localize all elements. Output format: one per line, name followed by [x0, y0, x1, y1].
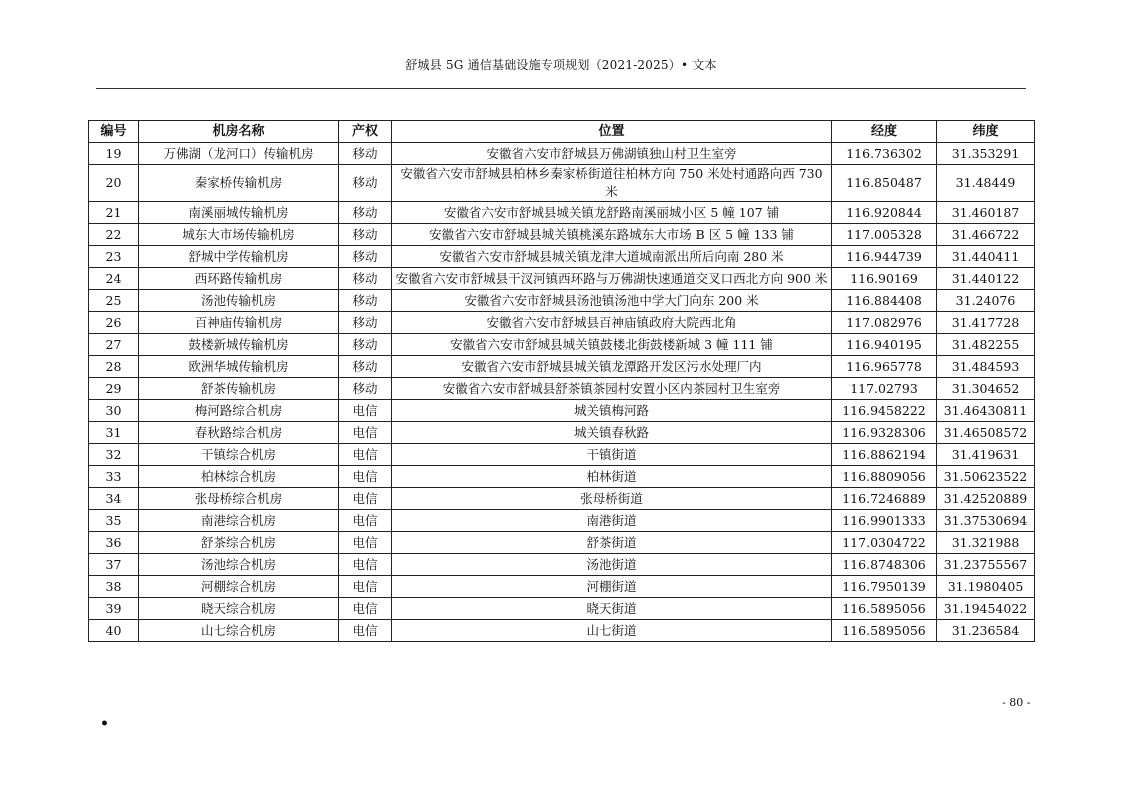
page-header-title: 舒城县 5G 通信基础设施专项规划（2021-2025）• 文本: [405, 58, 717, 72]
cell-location: 城关镇梅河路: [392, 400, 832, 422]
cell-latitude: 31.417728: [937, 312, 1035, 334]
cell-id: 40: [89, 620, 139, 642]
cell-id: 36: [89, 532, 139, 554]
cell-room-name: 张母桥综合机房: [139, 488, 339, 510]
cell-id: 31: [89, 422, 139, 444]
table-row: [89, 598, 1035, 620]
cell-room-name: 鼓楼新城传输机房: [139, 334, 339, 356]
cell-latitude: 31.50623522: [937, 466, 1035, 488]
cell-ownership: 电信: [339, 554, 392, 576]
cell-room-name: 晓天综合机房: [139, 598, 339, 620]
cell-latitude: 31.46508572: [937, 422, 1035, 444]
cell-latitude: 31.19454022: [937, 598, 1035, 620]
cell-latitude: 31.484593: [937, 356, 1035, 378]
cell-ownership: 电信: [339, 488, 392, 510]
cell-location: 安徽省六安市舒城县城关镇龙舒路南溪丽城小区 5 幢 107 铺: [392, 202, 832, 224]
column-header-location: 位置: [392, 121, 832, 143]
table-row: [89, 312, 1035, 334]
cell-ownership: 移动: [339, 378, 392, 400]
cell-longitude: 116.940195: [832, 334, 937, 356]
cell-room-name: 百神庙传输机房: [139, 312, 339, 334]
table-row: [89, 510, 1035, 532]
cell-ownership: 电信: [339, 510, 392, 532]
cell-room-name: 舒茶传输机房: [139, 378, 339, 400]
cell-longitude: 117.0304722: [832, 532, 937, 554]
cell-longitude: 116.850487: [832, 165, 937, 202]
cell-room-name: 河棚综合机房: [139, 576, 339, 598]
table-row: [89, 488, 1035, 510]
cell-ownership: 电信: [339, 400, 392, 422]
cell-latitude: 31.236584: [937, 620, 1035, 642]
cell-longitude: 116.965778: [832, 356, 937, 378]
cell-ownership: 移动: [339, 165, 392, 202]
cell-id: 24: [89, 268, 139, 290]
cell-latitude: 31.321988: [937, 532, 1035, 554]
table-row: [89, 378, 1035, 400]
cell-location: 安徽省六安市舒城县舒茶镇茶园村安置小区内茶园村卫生室旁: [392, 378, 832, 400]
cell-latitude: 31.24076: [937, 290, 1035, 312]
cell-id: 33: [89, 466, 139, 488]
column-header-ownership: 产权: [339, 121, 392, 143]
cell-id: 28: [89, 356, 139, 378]
cell-room-name: 欧洲华城传输机房: [139, 356, 339, 378]
cell-ownership: 移动: [339, 246, 392, 268]
page-number: - 80 -: [1002, 696, 1031, 709]
cell-longitude: 116.944739: [832, 246, 937, 268]
cell-room-name: 西环路传输机房: [139, 268, 339, 290]
table-row: [89, 620, 1035, 642]
cell-longitude: 116.9901333: [832, 510, 937, 532]
table-row: [89, 202, 1035, 224]
cell-location: 安徽省六安市舒城县万佛湖镇独山村卫生室旁: [392, 143, 832, 165]
cell-location: 山七街道: [392, 620, 832, 642]
table-row: [89, 422, 1035, 444]
cell-location: 安徽省六安市舒城县汤池镇汤池中学大门向东 200 米: [392, 290, 832, 312]
table-row: [89, 356, 1035, 378]
cell-ownership: 电信: [339, 576, 392, 598]
cell-location: 干镇街道: [392, 444, 832, 466]
cell-ownership: 移动: [339, 224, 392, 246]
table-header-row: [89, 121, 1035, 143]
cell-ownership: 电信: [339, 422, 392, 444]
table-row: [89, 290, 1035, 312]
column-header-id: 编号: [89, 121, 139, 143]
cell-id: 26: [89, 312, 139, 334]
table-row: [89, 400, 1035, 422]
header-divider: [96, 88, 1026, 89]
cell-location: 南港街道: [392, 510, 832, 532]
cell-latitude: 31.42520889: [937, 488, 1035, 510]
cell-longitude: 116.884408: [832, 290, 937, 312]
cell-ownership: 移动: [339, 356, 392, 378]
cell-id: 20: [89, 165, 139, 202]
cell-id: 38: [89, 576, 139, 598]
cell-longitude: 116.920844: [832, 202, 937, 224]
cell-ownership: 电信: [339, 598, 392, 620]
cell-room-name: 干镇综合机房: [139, 444, 339, 466]
equipment-room-table: [88, 120, 1035, 642]
cell-id: 35: [89, 510, 139, 532]
cell-location: 柏林街道: [392, 466, 832, 488]
cell-latitude: 31.37530694: [937, 510, 1035, 532]
column-header-longitude: 经度: [832, 121, 937, 143]
cell-room-name: 秦家桥传输机房: [139, 165, 339, 202]
cell-location: 安徽省六安市舒城县城关镇鼓楼北街鼓楼新城 3 幢 111 铺: [392, 334, 832, 356]
cell-id: 30: [89, 400, 139, 422]
cell-longitude: 116.5895056: [832, 598, 937, 620]
cell-latitude: 31.482255: [937, 334, 1035, 356]
cell-latitude: 31.460187: [937, 202, 1035, 224]
table-body: [89, 143, 1035, 642]
cell-room-name: 南港综合机房: [139, 510, 339, 532]
table-row: [89, 444, 1035, 466]
cell-ownership: 电信: [339, 466, 392, 488]
cell-room-name: 柏林综合机房: [139, 466, 339, 488]
cell-location: 安徽省六安市舒城县城关镇龙津大道城南派出所后向南 280 米: [392, 246, 832, 268]
cell-id: 19: [89, 143, 139, 165]
cell-longitude: 117.082976: [832, 312, 937, 334]
cell-id: 27: [89, 334, 139, 356]
table-row: [89, 246, 1035, 268]
cell-location: 安徽省六安市舒城县百神庙镇政府大院西北角: [392, 312, 832, 334]
cell-id: 22: [89, 224, 139, 246]
cell-ownership: 移动: [339, 312, 392, 334]
cell-latitude: 31.440122: [937, 268, 1035, 290]
cell-latitude: 31.304652: [937, 378, 1035, 400]
cell-latitude: 31.23755567: [937, 554, 1035, 576]
cell-room-name: 城东大市场传输机房: [139, 224, 339, 246]
bullet-mark: •: [100, 716, 109, 732]
cell-latitude: 31.466722: [937, 224, 1035, 246]
cell-room-name: 舒城中学传输机房: [139, 246, 339, 268]
cell-longitude: 116.8809056: [832, 466, 937, 488]
cell-location: 张母桥街道: [392, 488, 832, 510]
table-row: [89, 532, 1035, 554]
cell-latitude: 31.48449: [937, 165, 1035, 202]
cell-longitude: 116.9458222: [832, 400, 937, 422]
cell-room-name: 山七综合机房: [139, 620, 339, 642]
cell-id: 34: [89, 488, 139, 510]
cell-room-name: 舒茶综合机房: [139, 532, 339, 554]
cell-location: 安徽省六安市舒城县城关镇龙潭路开发区污水处理厂内: [392, 356, 832, 378]
cell-location: 安徽省六安市舒城县干汊河镇西环路与万佛湖快速通道交叉口西北方向 900 米: [392, 268, 832, 290]
cell-room-name: 汤池综合机房: [139, 554, 339, 576]
column-header-latitude: 纬度: [937, 121, 1035, 143]
table-row: [89, 334, 1035, 356]
cell-location: 舒茶街道: [392, 532, 832, 554]
cell-latitude: 31.46430811: [937, 400, 1035, 422]
table-row: [89, 165, 1035, 202]
cell-id: 23: [89, 246, 139, 268]
cell-ownership: 移动: [339, 334, 392, 356]
table-row: [89, 554, 1035, 576]
cell-room-name: 汤池传输机房: [139, 290, 339, 312]
cell-id: 21: [89, 202, 139, 224]
table-row: [89, 576, 1035, 598]
cell-id: 25: [89, 290, 139, 312]
cell-latitude: 31.419631: [937, 444, 1035, 466]
cell-longitude: 116.736302: [832, 143, 937, 165]
cell-location: 河棚街道: [392, 576, 832, 598]
cell-longitude: 116.7246889: [832, 488, 937, 510]
table-row: [89, 224, 1035, 246]
cell-ownership: 移动: [339, 290, 392, 312]
cell-location: 城关镇春秋路: [392, 422, 832, 444]
cell-longitude: 116.5895056: [832, 620, 937, 642]
cell-latitude: 31.1980405: [937, 576, 1035, 598]
cell-ownership: 电信: [339, 532, 392, 554]
cell-longitude: 116.9328306: [832, 422, 937, 444]
cell-id: 37: [89, 554, 139, 576]
cell-ownership: 移动: [339, 143, 392, 165]
cell-room-name: 梅河路综合机房: [139, 400, 339, 422]
cell-id: 32: [89, 444, 139, 466]
cell-longitude: 116.7950139: [832, 576, 937, 598]
cell-location: 安徽省六安市舒城县柏林乡秦家桥街道往柏林方向 750 米处村通路向西 730 米: [392, 165, 832, 202]
cell-latitude: 31.353291: [937, 143, 1035, 165]
cell-location: 晓天街道: [392, 598, 832, 620]
cell-longitude: 117.02793: [832, 378, 937, 400]
table-row: [89, 268, 1035, 290]
cell-room-name: 万佛湖（龙河口）传输机房: [139, 143, 339, 165]
column-header-room-name: 机房名称: [139, 121, 339, 143]
cell-longitude: 116.8748306: [832, 554, 937, 576]
cell-location: 汤池街道: [392, 554, 832, 576]
cell-location: 安徽省六安市舒城县城关镇桃溪东路城东大市场 B 区 5 幢 133 铺: [392, 224, 832, 246]
cell-room-name: 南溪丽城传输机房: [139, 202, 339, 224]
cell-ownership: 移动: [339, 268, 392, 290]
cell-ownership: 移动: [339, 202, 392, 224]
cell-id: 29: [89, 378, 139, 400]
table-row: [89, 466, 1035, 488]
cell-room-name: 春秋路综合机房: [139, 422, 339, 444]
table-row: [89, 143, 1035, 165]
cell-id: 39: [89, 598, 139, 620]
cell-ownership: 电信: [339, 620, 392, 642]
cell-longitude: 117.005328: [832, 224, 937, 246]
cell-longitude: 116.90169: [832, 268, 937, 290]
cell-ownership: 电信: [339, 444, 392, 466]
cell-longitude: 116.8862194: [832, 444, 937, 466]
cell-latitude: 31.440411: [937, 246, 1035, 268]
